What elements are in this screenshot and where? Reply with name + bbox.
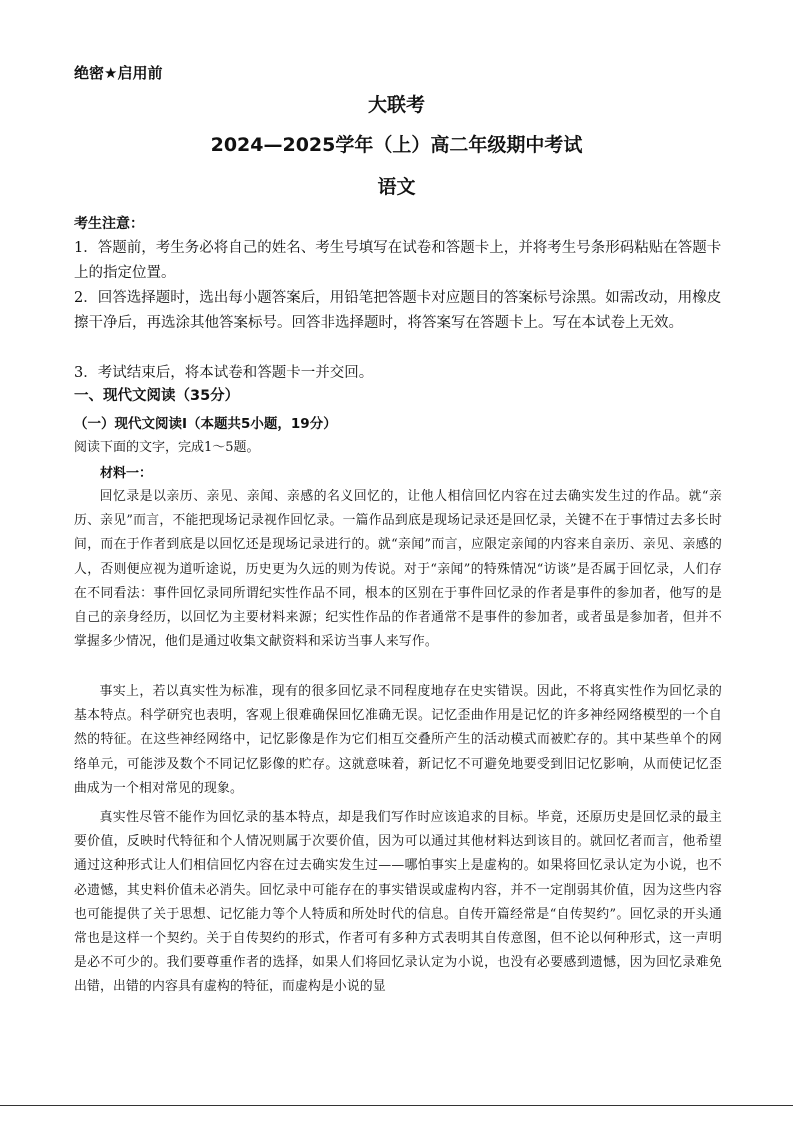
notice-heading: 考生注意：	[74, 216, 144, 232]
subsection-title: （一）现代文阅读Ⅰ（本题共5小题，19分）	[74, 416, 337, 432]
notice-item: 1．答题前，考生务必将自己的姓名、考生号填写在试卷和答题卡上，并将考生号条形码粘贴在答题卡上的指定位置。	[74, 240, 722, 281]
notice-item: 3．考试结束后，将本试卷和答题卡一并交回。	[74, 365, 374, 381]
material-label: 材料一：	[100, 466, 153, 481]
passage-paragraph: 事实上，若以真实性为标准，现有的很多回忆录不同程度地存在史实错误。因此，不将真实性作为回忆录的基本特点。科学研究也表明，客观上很难确保回忆准确无误。记忆歪曲作用是记忆的许多神经网络模型的一个自然的特征。在这些神经网络中，记忆影像是作为它们相互交叠所产生的活动模式而被贮存的。其中某些单个的网络单元，可能涉及数个不同记忆影像的贮存。这就意味着，新记忆不可避免地要受到旧记忆影响，从而使记忆歪曲成为一个相对常见的现象。	[74, 684, 722, 796]
reading-instruction: 阅读下面的文字，完成1～5题。	[74, 440, 260, 455]
passage-paragraph: 真实性尽管不能作为回忆录的基本特点，却是我们写作时应该追求的目标。毕竟，还原历史是回忆录的最主要价值，反映时代特征和个人情况则属于次要价值，因为可以通过其他材料达到该目的。就回忆者而言，他希望通过这种形式让人们相信回忆内容在过去确实发生过——哪怕事实上是虚构的。如果将回忆录认定为小说，也不必遗憾，其史料价值未必消失。回忆录中可能存在的事实错误或虚构内容，并不一定削弱其价值，因为这些内容也可能提供了关于思想、记忆能力等个人特质和所处时代的信息。自传开篇经常是“自传契约”。回忆录的开头通常也是这样一个契约。关于自传契约的形式，作者可有多种方式表明其自传意图，但不论以何种形式，这一声明是必不可少的。我们要尊重作者的选择，如果人们将回忆录认定为小说，也没有必要感到遗憾，因为回忆录难免出错，出错的内容具有虚构的特征，而虚构是小说的显	[74, 810, 722, 995]
page-bottom-rule	[0, 1105, 793, 1106]
exam-alliance-title: 大联考	[367, 94, 425, 116]
section-title: 一、现代文阅读（35分）	[74, 388, 240, 404]
subject-title: 语文	[377, 176, 416, 198]
secret-label: 绝密★启用前	[74, 64, 163, 82]
exam-title: 2024—2025学年（上）高二年级期中考试	[210, 134, 583, 156]
passage-paragraph: 回忆录是以亲历、亲见、亲闻、亲感的名义回忆的，让他人相信回忆内容在过去确实发生过的作品。就“亲历、亲见”而言，不能把现场记录视作回忆录。一篇作品到底是现场记录还是回忆录，关键不在于事情过去多长时间，而在于作者到底是以回忆还是现场记录进行的。就“亲闻”而言，应限定亲闻的内容来自亲历、亲见、亲感的人，否则便应视为道听途说，历史更为久远的则为传说。对于“亲闻”的特殊情况“访谈”是否属于回忆录，人们存在不同看法：事件回忆录同所谓纪实性作品不同，根本的区别在于事件回忆录的作者是事件的参加者，他写的是自己的亲身经历，以回忆为主要材料来源；纪实性作品的作者通常不是事件的参加者，或者虽是参加者，但并不掌握多少情况，他们是通过收集文献资料和采访当事人来写作。	[74, 489, 722, 650]
notice-item: 2．回答选择题时，选出每小题答案后，用铅笔把答题卡对应题目的答案标号涂黑。如需改动，用橡皮擦干净后，再选涂其他答案标号。回答非选择题时，将答案写在答题卡上。写在本试卷上无效。	[74, 290, 722, 331]
